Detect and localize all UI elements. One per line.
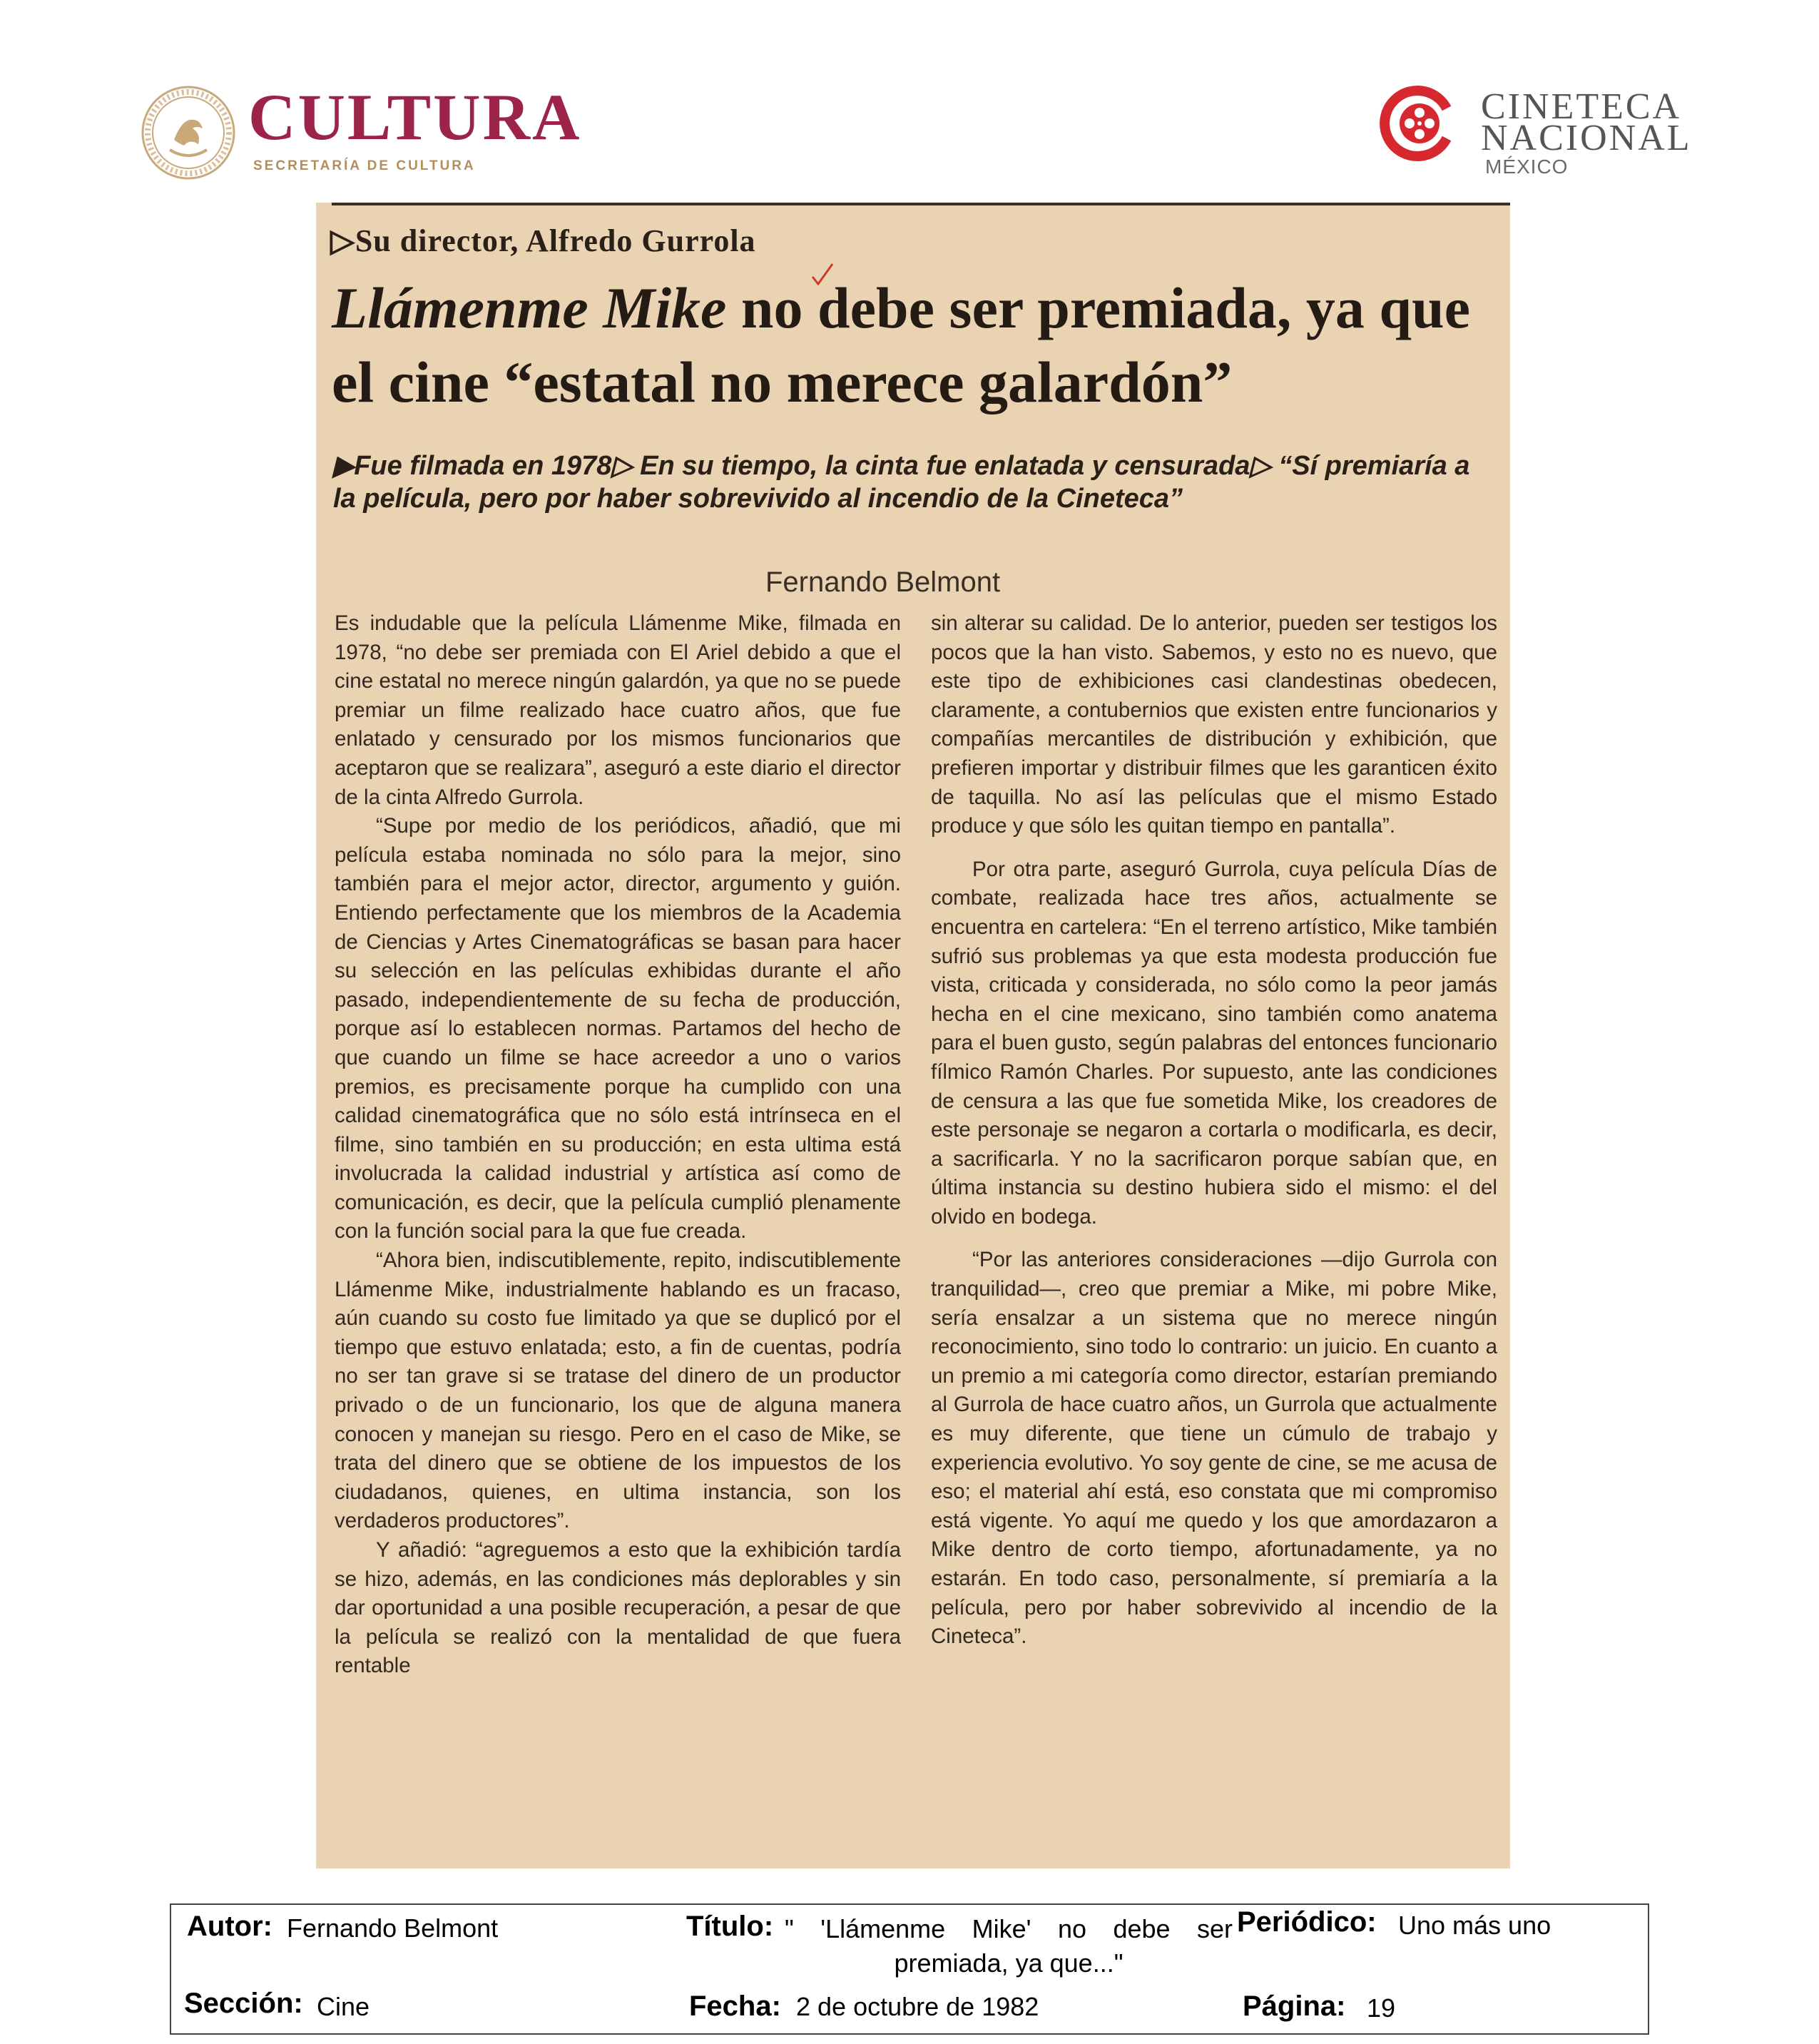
newspaper-clipping (316, 203, 1510, 1868)
periodico-label: Periódico: (1237, 1906, 1377, 1938)
cultura-subtitle: SECRETARÍA DE CULTURA (253, 158, 476, 173)
article-column-right (931, 609, 1497, 1652)
paragraph: “Por las anteriores consideraciones —dijo Gurrola con tranquilidad—, creo que premiar a Mike, mi pobre Mike, sería ensalzar a un sistema que no merece ningún reconocimiento, sino todo lo contrario: un juicio. En cuanto a un premio a mi categoría como director, estarían premiando al Gurrola de hace cuatro años, un Gurrola que actualmente es muy diferente, que tiene un cúmulo de trabajo y experiencia evolutivo. Yo soy gente de cine, se me acusa de eso; el material ahí está, eso constata que mi compromiso está vigente. Yo aquí me quedo y los que amordazaron a Mike dentro de corto tiempo, afortunadamente, ya no estarán. En todo caso, personalmente, sí premiaría a la película, pero por haber sobrevivido al incendio de la Cineteca”. (931, 1248, 1497, 1649)
paragraph: sin alterar su calidad. De lo anterior, pueden ser testigos los pocos que la han visto. Sabemos, y esto no es nuevo, que este tipo de exhibiciones casi clandestinas obedecen, claramente, a contubernios que existen entre funcionarios y compañías mercantiles de distribución y exhibición, que prefieren importar y distribuir filmes que les garanticen éxito de taquilla. No así las películas que el mismo Estado produce y que sólo les quitan tiempo en pantalla”. (931, 611, 1497, 838)
paragraph: Por otra parte, aseguró Gurrola, cuya película Días de combate, realizada hace tres años, actualmente se encuentra en cartelera: “En el terreno artístico, Mike también sufrió sus problemas ya que esta modesta producción fue vista, criticada y considerada, no sólo como la peor jamás hecha en el cine mexicano, sino también como anatema para el buen gusto, según palabras del entonces funcionario fílmico Ramón Charles. Por supuesto, ante las condiciones de censura a las que fue sometida Mike, los creadores de este personaje se negaron a cortarla o modificarla, es decir, a sacrificarla. Y no la sacrificaron porque sabían que, en última instancia su destino hubiera sido el mismo: el del olvido en bodega. (931, 857, 1497, 1229)
cineteca-film-reel-logo-icon (1378, 84, 1457, 163)
mexican-coat-of-arms-seal-icon (140, 84, 237, 181)
paragraph: Y añadió: “agreguemos a esto que la exhibición tardía se hizo, además, en las condiciones más deplorables y sin dar oportunidad a una posible recuperación, a pesar de que la película se realizó con la mentalidad de que fuera rentable (335, 1538, 901, 1678)
article-byline: Fernando Belmont (765, 566, 1001, 598)
headline-rest: no debe ser premiada, ya que el cine “estatal no merece galardón” (332, 275, 1470, 415)
article-column-left (335, 609, 901, 1681)
seccion-value: Cine (317, 1992, 370, 2021)
article-headline (332, 271, 1502, 420)
seccion-label: Sección: (184, 1988, 303, 2019)
article-deck: ▶Fue filmada en 1978▷ En su tiempo, la cinta fue enlatada y censurada▷ “Sí premiaría a la película, pero por haber sobrevivido al incendio de la Cineteca” (333, 451, 1470, 514)
cultura-logo-text: CULTURA (248, 81, 582, 153)
autor-value: Fernando Belmont (287, 1913, 499, 1943)
autor-label: Autor: (187, 1911, 272, 1942)
paragraph: Es indudable que la película Llámenme Mike, filmada en 1978, “no debe ser premiada con El Ariel debido a que el cine estatal no merece ningún galardón, ya que no se puede premiar un filme realizado hace cuatro años, que fue enlatado y censurado por los mismos funcionarios que aceptaron que se realizara”, aseguró a este diario el director de la cinta Alfredo Gurrola. (335, 611, 901, 809)
periodico-value: Uno más uno (1398, 1911, 1552, 1940)
article-kicker: ▷Su director, Alfredo Gurrola (330, 223, 756, 258)
titulo-label: Título: (686, 1911, 774, 1942)
titulo-value: " 'Llámenme Mike' no debe ser premiada, ya que..." (785, 1914, 1233, 1978)
paragraph: “Supe por medio de los periódicos, añadió, que mi película estaba nominada no sólo para la mejor, sino también para el mejor actor, director, argumento y guión. Entiendo perfectamente que los miembros de la Academia de Ciencias y Artes Cinematográficas se basan para hacer su selección en las películas exhibidas durante el año pasado, independientemente de su fecha de producción, porque así lo establecen normas. Partamos del hecho de que cuando un filme se hace acreedor a uno o varios premios, es precisamente porque ha cumplido con una calidad cinematográfica que no sólo está intrínseca en el filme, sino también en su producción; en esta ultima está involucrada la calidad industrial y artística así como de comunicación, es decir, que la película cumplió plenamente con la función social para la que fue creada. (335, 814, 901, 1244)
cineteca-logo-line3: MÉXICO (1485, 156, 1569, 178)
pagina-value: 19 (1367, 1993, 1396, 2023)
cineteca-logo-line1: CINETECA (1481, 86, 1682, 127)
cineteca-logo-line2: NACIONAL (1481, 118, 1692, 158)
headline-italic-title: Llámenme Mike (332, 275, 727, 340)
pagina-label: Página: (1243, 1990, 1346, 2022)
clipping-top-rule (332, 203, 1510, 205)
fecha-value: 2 de octubre de 1982 (796, 1992, 1039, 2021)
paragraph: “Ahora bien, indiscutiblemente, repito, indiscutiblemente Llámenme Mike, industrialmente hablando es un fracaso, aún cuando su costo fue limitado ya que se duplicó por el tiempo que estuvo enlatada; esto, a fin de cuentas, podría no ser tan grave si se tratase del dinero de un productor privado o de un funcionario, los que de alguna manera conocen y manejan su riesgo. Pero en el caso de Mike, se trata del dinero que se obtiene de los impuestos de los ciudadanos, quienes, en ultima instancia, son los verdaderos productores”. (335, 1249, 901, 1533)
fecha-label: Fecha: (689, 1990, 781, 2022)
